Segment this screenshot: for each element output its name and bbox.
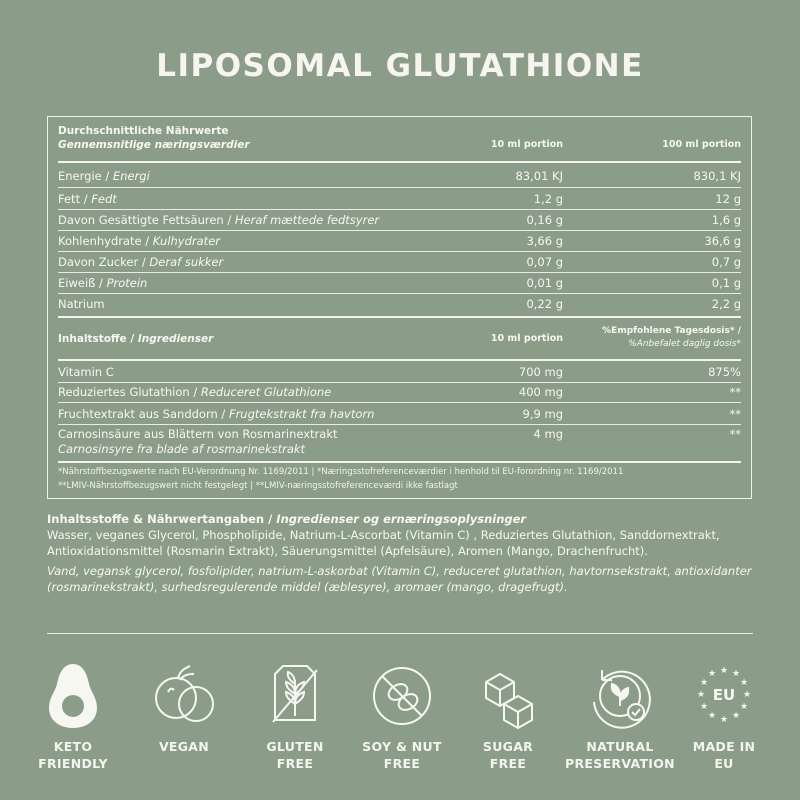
soy-nut-free-icon	[362, 660, 442, 730]
ingredients-text-head-de: Inhaltsstoffe & Nährwertangaben /	[47, 512, 277, 526]
svg-text:★: ★	[742, 690, 752, 700]
footnote-lmiv: **LMIV-Nährstoffbezugswert nicht festgelegt | **LMIV-næringsstofreferenceværdi ikke fastlagt	[58, 481, 458, 491]
nutrition-header-de: Durchschnittliche Nährwerte	[58, 125, 229, 137]
svg-text:★: ★	[699, 678, 709, 688]
row-label-dk: Fedt	[91, 192, 117, 206]
row-label-de: Fruchtextrakt aus Sanddorn /	[58, 407, 229, 421]
nutrition-header-dk: Gennemsnitlige næringsværdier	[58, 139, 250, 151]
row-value-100ml: 2,2 g	[711, 297, 741, 311]
row-value-100ml: 1,6 g	[711, 213, 741, 227]
row-label-de: Natrium	[58, 297, 105, 311]
row-label-de: Carnosinsäure aus Blättern von Rosmarinextrakt	[58, 427, 338, 441]
row-value-portion: 1,2 g	[533, 192, 563, 206]
avocado-icon	[33, 660, 113, 730]
row-value-daily: **	[729, 385, 741, 399]
eu-stars-icon	[684, 660, 764, 730]
row-value-portion: 0,16 g	[526, 213, 563, 227]
row-label-dk: Protein	[106, 276, 148, 290]
section-divider	[47, 633, 753, 634]
row-label-dk: Frugtekstrakt fra havtorn	[228, 407, 375, 421]
row-label-de: Energie /	[58, 169, 113, 183]
row-value-daily: **	[729, 427, 741, 441]
row-value-portion: 400 mg	[518, 385, 563, 399]
ingredients-col2-header-de: %Empfohlene Tagesdosis* /	[602, 326, 741, 336]
svg-text:★: ★	[731, 669, 741, 679]
page-title: LIPOSOMAL GLUTATHIONE	[156, 48, 644, 84]
ingredients-text-block	[47, 511, 753, 595]
svg-text:★: ★	[719, 715, 729, 725]
row-value-portion: 9,9 mg	[522, 407, 563, 421]
row-label-dk: Kulhydrater	[152, 234, 220, 248]
row-value-portion: 3,66 g	[526, 234, 563, 248]
ingredients-text-head-dk: Ingredienser og ernæringsoplysninger	[276, 512, 527, 526]
row-label-de: Davon Zucker /	[58, 255, 150, 269]
divider	[58, 402, 741, 403]
divider	[58, 424, 741, 425]
row-value-portion: 700 mg	[518, 365, 563, 379]
row-value-100ml: 0,1 g	[711, 276, 741, 290]
divider	[58, 187, 741, 188]
svg-text:★: ★	[731, 711, 741, 721]
row-label-de: Davon Gesättigte Fettsäuren /	[58, 213, 235, 227]
divider	[58, 382, 741, 383]
row-value-portion: 0,01 g	[526, 276, 563, 290]
row-value-portion: 4 mg	[533, 427, 563, 441]
row-value-100ml: 0,7 g	[711, 255, 741, 269]
svg-text:★: ★	[719, 666, 729, 676]
divider	[58, 230, 741, 231]
badge-label-keto: KETO FRIENDLY	[38, 739, 108, 771]
ingredients-header-de: Inhaltstoffe /	[58, 333, 138, 345]
divider	[58, 316, 741, 318]
nutrition-col1-header: 10 ml portion	[490, 139, 563, 150]
divider	[58, 461, 741, 463]
row-value-daily: **	[729, 407, 741, 421]
row-value-100ml: 12 g	[715, 192, 741, 206]
row-value-100ml: 830,1 KJ	[693, 169, 741, 183]
row-label-dk: Reduceret Glutathione	[200, 385, 332, 399]
divider	[58, 161, 741, 163]
ingredients-col2-header-dk: %Anbefalet daglig dosis*	[628, 339, 741, 349]
badge-label-natural: NATURAL PRESERVATION	[565, 739, 675, 771]
nutrition-panel	[47, 116, 752, 499]
svg-text:★: ★	[739, 702, 749, 712]
svg-text:★: ★	[707, 711, 717, 721]
row-value-100ml: 36,6 g	[704, 234, 741, 248]
divider	[58, 359, 741, 361]
ingredients-text-dk: Vand, vegansk glycerol, fosfolipider, natrium-L-askorbat (Vitamin C), reduceret glutathion, havtornsekstrakt, antioxidanter (rosmarinekstrakt), surhedsregulerende middel (æblesyre), aromaer (mango, dragefrugt).	[47, 564, 752, 594]
row-label-dk: Deraf sukker	[149, 255, 224, 269]
sugar-cubes-icon	[468, 660, 548, 730]
row-label-dk: Carnosinsyre fra blade af rosmarinekstrakt	[58, 442, 306, 456]
svg-text:★: ★	[696, 690, 706, 700]
row-label-de: Reduziertes Glutathion /	[58, 385, 201, 399]
badge-label-vegan: VEGAN	[158, 739, 210, 754]
ingredients-header-dk: Ingredienser	[137, 333, 214, 345]
natural-preservation-icon	[580, 660, 660, 730]
badge-label-sugar: SUGAR FREE	[482, 739, 534, 771]
gluten-free-icon	[255, 660, 335, 730]
badge-label-eu: MADE IN EU	[692, 739, 756, 771]
eu-badge-text: EU	[712, 686, 736, 704]
badge-label-soy-nut: SOY & NUT FREE	[362, 739, 442, 771]
row-label-de: Kohlenhydrate /	[58, 234, 153, 248]
row-label-de: Fett /	[58, 192, 92, 206]
row-label-dk: Energi	[112, 169, 150, 183]
footnote-reference: *Nährstoffbezugswerte nach EU-Verordnung Nr. 1169/2011 | *Næringsstofreferenceværdier i henhold til EU-forordning nr. 1169/2011	[58, 467, 624, 477]
vegan-icon	[144, 660, 224, 730]
badge-label-gluten: GLUTEN FREE	[266, 739, 324, 771]
row-label-dk: Heraf mættede fedtsyrer	[234, 213, 380, 227]
row-value-portion: 83,01 KJ	[515, 169, 563, 183]
ingredients-text-de: Wasser, veganes Glycerol, Phospholipide, Natrium-L-Ascorbat (Vitamin C) , Reduziertes Glutathion, Sanddornextrakt, Antioxidationsmittel (Rosmarin Extrakt), Säuerungsmittel (Apfelsäure), Aromen (Mango, Drachenfrucht).	[47, 528, 720, 558]
divider	[58, 209, 741, 210]
divider	[58, 272, 741, 273]
nutrition-col2-header: 100 ml portion	[662, 139, 741, 150]
divider	[58, 293, 741, 294]
svg-text:★: ★	[699, 702, 709, 712]
ingredients-col1-header: 10 ml portion	[490, 333, 563, 344]
divider	[58, 251, 741, 252]
svg-text:★: ★	[707, 669, 717, 679]
row-label-de: Vitamin C	[58, 365, 114, 379]
row-value-portion: 0,07 g	[526, 255, 563, 269]
svg-text:★: ★	[739, 678, 749, 688]
row-value-portion: 0,22 g	[526, 297, 563, 311]
row-value-daily: 875%	[708, 365, 741, 379]
row-label-de: Eiweiß /	[58, 276, 107, 290]
